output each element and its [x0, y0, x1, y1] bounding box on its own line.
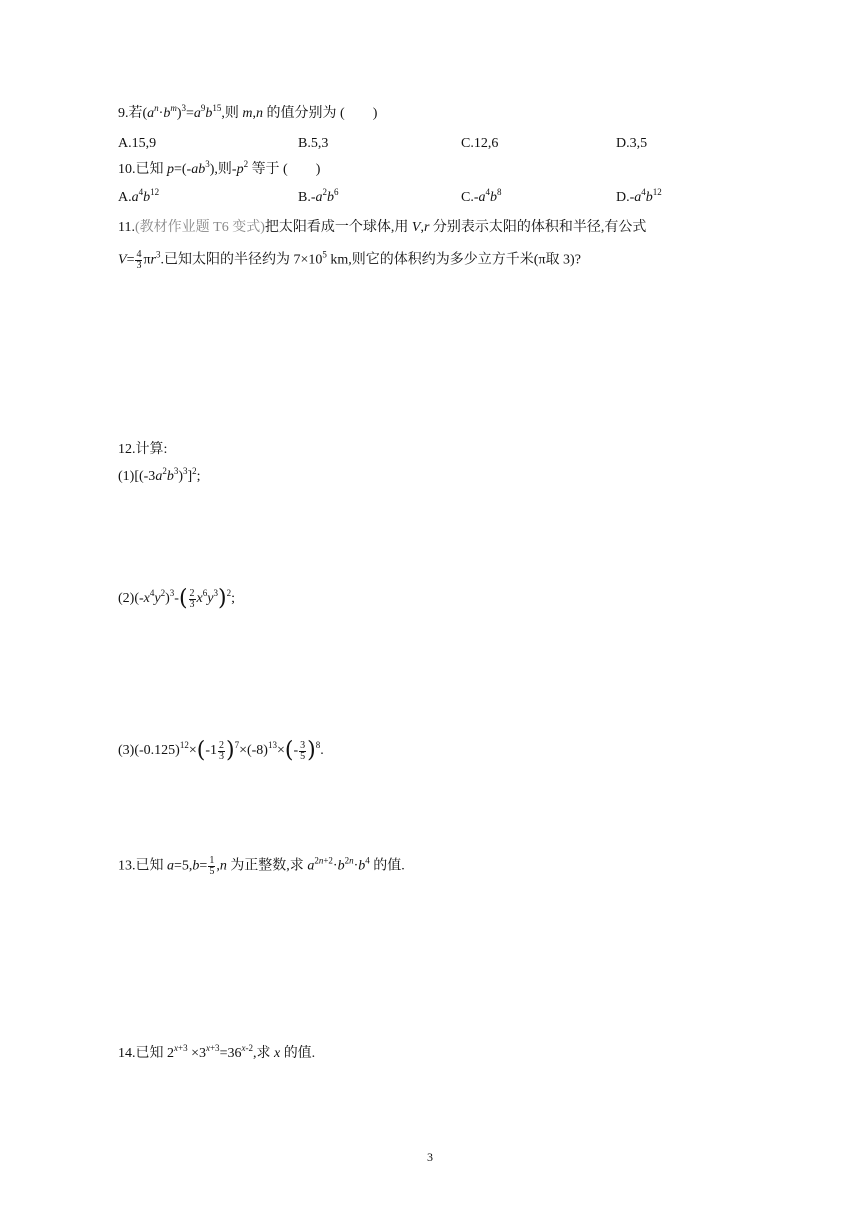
q12-part3: $(3)(-0.125)^{12}\times(-1$ $\frac{2}{3}$ )$^7\times(-8)^{13}\times(-$ $\frac{3}{5}$ )$^8$. — [118, 738, 324, 763]
q10-option-b: $B.-a^2b^6$ — [298, 187, 339, 205]
q12-part2: $(2)(-x^4y^2)^3-$( $\frac{2}{3}$ $x^6y^3)^2$; — [118, 586, 235, 611]
q10-option-d: $D.-a^4b^{12}$ — [616, 187, 662, 205]
q13-stem: 13.已知 a=5,b= $\frac{1}{5}$ ,n 为正整数,求 $a^{2n+2}\cdot b^{2n}\cdot b^4$ 的值. — [118, 855, 405, 877]
q12-title: 12.计算: — [118, 442, 168, 457]
q14-stem: 14.已知 $2^{x+3} \times 3^{x+3}=36^{x-2}$,求 x 的值. — [118, 1043, 316, 1061]
q9-option-c: C.12,6 — [461, 136, 499, 151]
page-number: 3 — [427, 1150, 433, 1164]
q11-formula-fraction: $\frac{4}{3}$ — [136, 249, 142, 271]
q9-option-a: A.15,9 — [118, 136, 157, 151]
q9-option-d: D.3,5 — [616, 136, 648, 151]
q12-part3-fraction-1: $\frac{2}{3}$ — [218, 739, 224, 762]
q12-part1: $(1)[(-3a^2b^3)^3]^2$; — [118, 466, 201, 484]
q12-part2-fraction: $\frac{2}{3}$ — [189, 587, 195, 610]
q12-part3-fraction-2: $\frac{3}{5}$ — [300, 739, 306, 762]
q11-stem-line1: 11.(教材作业题 T6 变式)把太阳看成一个球体,用 V,r 分别表示太阳的体积和半径,有公式 — [118, 220, 647, 235]
q10-option-a: $A.a^4b^{12}$ — [118, 187, 160, 205]
q9-option-b: B.5,3 — [298, 136, 329, 151]
q11-stem-line2: V= $\frac{4}{3}$ $\pi r^3$.已知太阳的半径约为 $7\times 10^5$ km,则它的体积约为多少立方千米(π取 3)? — [118, 249, 581, 271]
q9-stem: 9.若$(a^n\cdot b^m)^3=a^9b^{15}$,则 m,n 的值分别为 ( ) — [118, 103, 378, 121]
q10-stem: 10.已知 $p=(-ab^3)$,则$-p^2$ 等于 ( ) — [118, 159, 321, 177]
q10-option-c: $C.-a^4b^8$ — [461, 187, 502, 205]
q13-fraction: $\frac{1}{5}$ — [209, 855, 215, 877]
q11-source-tag: (教材作业题 T6 变式) — [134, 220, 265, 235]
